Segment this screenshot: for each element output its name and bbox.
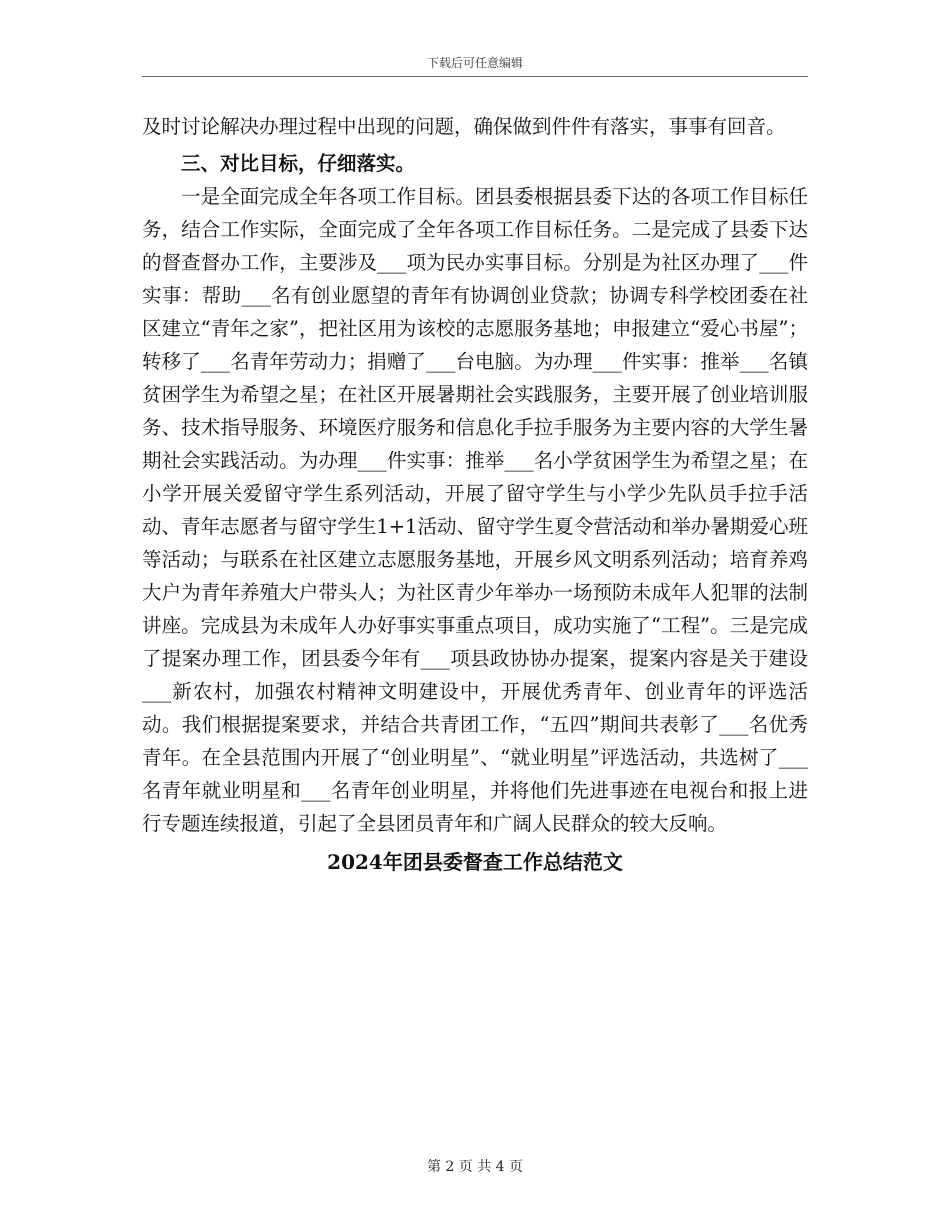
- page-header: 下载后可任意编辑: [426, 56, 523, 70]
- continuation-paragraph: 及时讨论解决办理过程中出现的问题，确保做到件件有落实，事事有回音。: [142, 115, 786, 138]
- document-body: [142, 110, 808, 879]
- page-number: 第 2 页 共 4 页: [426, 1159, 524, 1175]
- section-heading: 三、对比目标，仔细落实。: [181, 152, 416, 175]
- document-title: 2024年团县委督查工作总结范文: [327, 850, 623, 874]
- header-divider: [142, 76, 808, 77]
- main-paragraph: 一是全面完成全年各项工作目标。团县委根据县委下达的各项工作目标任务，结合工作实际，全面完成了全年各项工作目标任务。二是完成了县委下达的督查督办工作，主要涉及___项为民办实事目标。分别是为社区办理了___件实事：帮助___名有创业愿望的青年有协调创业贷款；协调专科学校团委在社区建立“青年之家”，把社区用为该校的志愿服务基地；申报建立“爱心书屋”；转移了___名青年劳动力；捐赠了___台电脑。为办理___件实事：推举___名镇贫困学生为希望之星；在社区开展暑期社会实践服务，主要开展了创业培训服务、技术指导服务、环境医疗服务和信息化手拉手服务为主要内容的大学生暑期社会实践活动。为办理___件实事：推举___名小学贫困学生为希望之星；在小学开展关爱留守学生系列活动，开展了留守学生与小学少先队员手拉手活动、青年志愿者与留守学生1+1活动、留守学生夏令营活动和举办暑期爱心班等活动；与联系在社区建立志愿服务基地，开展乡风文明系列活动；培育养鸡大户为青年养殖大户带头人；为社区青少年举办一场预防未成年人犯罪的法制讲座。完成县为未成年人办好事实事重点项目，成功实施了“工程”。三是完成了提案办理工作，团县委今年有___项县政协协办提案，提案内容是关于建设___新农村，加强农村精神文明建设中，开展优秀青年、创业青年的评选活动。我们根据提案要求，并结合共青团工作，“五四”期间共表彰了___名优秀青年。在全县范围内开展了“创业明星”、“就业明星”评选活动，共选树了___名青年就业明星和___名青年创业明星，并将他们先进事迹在电视台和报上进行专题连续报道，引起了全县团员青年和广阔人民群众的较大反响。: [142, 185, 808, 835]
